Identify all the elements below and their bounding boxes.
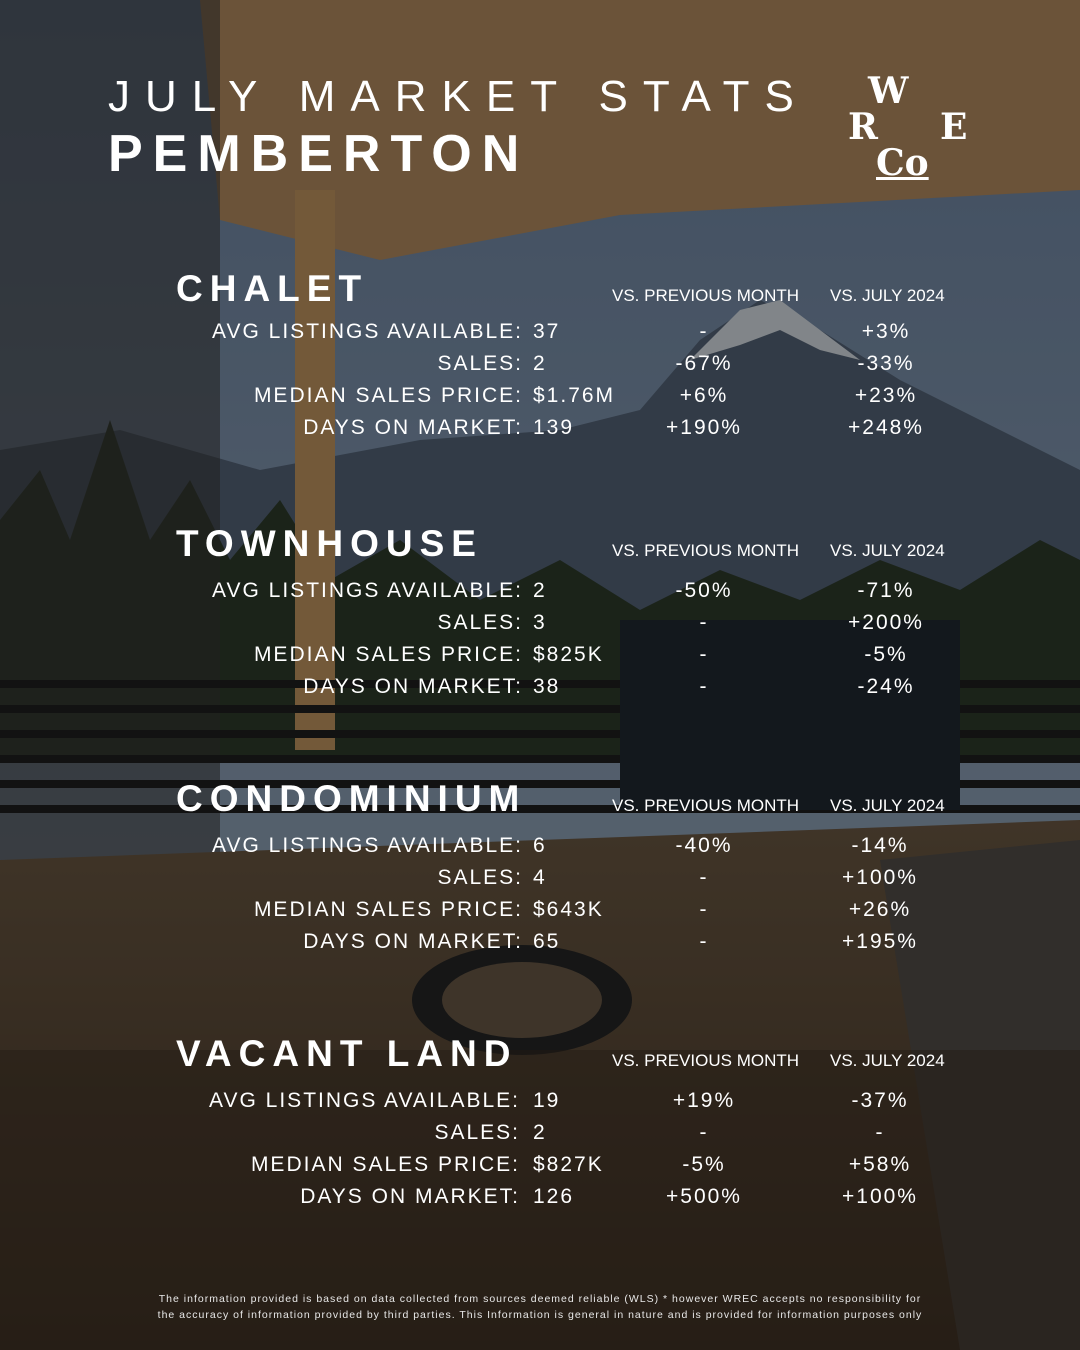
stat-row (0, 579, 1080, 611)
stat-prev-month: +6% (679, 384, 729, 407)
stat-value: 2 (533, 1121, 547, 1144)
stat-yoy: +200% (848, 611, 924, 634)
stat-label: AVG LISTINGS AVAILABLE: (209, 1089, 520, 1112)
disclaimer (0, 1291, 1080, 1323)
col-header-prev-month: VS. PREVIOUS MONTH (612, 286, 800, 305)
stat-label: DAYS ON MARKET: (303, 416, 523, 439)
stat-yoy: +26% (848, 898, 912, 921)
stat-value: 65 (533, 930, 561, 953)
stat-value: 2 (533, 352, 547, 375)
stat-yoy: +58% (848, 1153, 912, 1176)
stat-prev-month: -5% (682, 1153, 726, 1176)
disclaimer-line-2: the accuracy of information provided by third parties. This Information is general in nature and is provided for information purposes only (157, 1309, 923, 1321)
stat-label: MEDIAN SALES PRICE: (250, 1153, 520, 1176)
stat-prev-month: -50% (675, 579, 733, 602)
stat-yoy: -14% (851, 834, 909, 857)
disclaimer-line-1: The information provided is based on data collected from sources deemed reliable (WLS) * however WREC accepts no responsibility for (158, 1293, 922, 1305)
stat-row (0, 643, 1080, 675)
stat-value: 6 (533, 834, 547, 857)
stat-row (0, 1089, 1080, 1121)
logo-letter-r: R (848, 106, 878, 148)
stat-prev-month: -40% (675, 834, 733, 857)
col-header-prev-month: VS. PREVIOUS MONTH (612, 796, 800, 815)
location-title: PEMBERTON (108, 125, 530, 183)
stat-label: AVG LISTINGS AVAILABLE: (212, 320, 523, 343)
stat-yoy: -24% (857, 675, 915, 698)
stat-value: 3 (533, 611, 547, 634)
stat-value: $827K (533, 1153, 604, 1176)
stat-yoy: -37% (851, 1089, 909, 1112)
stat-value: 4 (533, 866, 547, 889)
stat-label: AVG LISTINGS AVAILABLE: (212, 834, 523, 857)
col-header-year-over-year: VS. JULY 2024 (830, 286, 945, 305)
stat-yoy: -33% (857, 352, 915, 375)
stat-prev-month: -67% (675, 352, 733, 375)
stat-value: 126 (533, 1185, 575, 1208)
stat-yoy: - (875, 1121, 885, 1144)
stat-prev-month: - (699, 320, 709, 343)
section-title: CONDOMINIUM (176, 778, 527, 819)
stat-row (0, 675, 1080, 707)
stat-prev-month: +19% (672, 1089, 736, 1112)
stat-yoy: +23% (854, 384, 918, 407)
stat-row (0, 320, 1080, 352)
stat-row (0, 611, 1080, 643)
stat-row (0, 384, 1080, 416)
col-header-year-over-year: VS. JULY 2024 (830, 541, 945, 560)
stat-label: MEDIAN SALES PRICE: (253, 643, 523, 666)
logo-letter-w: W (868, 70, 909, 112)
stat-row (0, 1153, 1080, 1185)
logo-letter-e: E (940, 106, 968, 148)
stat-row (0, 898, 1080, 930)
stat-prev-month: - (699, 1121, 709, 1144)
stat-label: SALES: (434, 1121, 520, 1144)
stat-row (0, 1121, 1080, 1153)
stat-label: AVG LISTINGS AVAILABLE: (212, 579, 523, 602)
stat-label: DAYS ON MARKET: (300, 1185, 520, 1208)
stat-prev-month: - (699, 866, 709, 889)
stat-value: 139 (533, 416, 575, 439)
stat-label: MEDIAN SALES PRICE: (253, 384, 523, 407)
stat-prev-month: - (699, 898, 709, 921)
stat-label: DAYS ON MARKET: (303, 930, 523, 953)
col-header-year-over-year: VS. JULY 2024 (830, 1051, 945, 1070)
section-title: CHALET (176, 268, 369, 309)
stat-label: SALES: (437, 866, 523, 889)
stat-value: 38 (533, 675, 561, 698)
stat-yoy: +195% (842, 930, 918, 953)
stat-label: SALES: (437, 611, 523, 634)
stat-value: $1.76M (533, 384, 616, 407)
page-title: JULY MARKET STATS (108, 72, 809, 121)
col-header-year-over-year: VS. JULY 2024 (830, 796, 945, 815)
stat-value: $825K (533, 643, 604, 666)
stat-prev-month: +190% (666, 416, 742, 439)
stat-value: 2 (533, 579, 547, 602)
stat-row (0, 416, 1080, 448)
stat-yoy: +3% (861, 320, 911, 343)
stat-prev-month: +500% (666, 1185, 742, 1208)
stat-value: 37 (533, 320, 561, 343)
stat-value: 19 (533, 1089, 561, 1112)
stat-prev-month: - (699, 930, 709, 953)
stat-yoy: +100% (842, 1185, 918, 1208)
stat-yoy: +248% (848, 416, 924, 439)
stat-value: $643K (533, 898, 604, 921)
stat-label: SALES: (437, 352, 523, 375)
logo-letters-co: Co (876, 142, 929, 184)
col-header-prev-month: VS. PREVIOUS MONTH (612, 541, 800, 560)
stat-prev-month: - (699, 643, 709, 666)
stat-row (0, 834, 1080, 866)
section-title: VACANT LAND (176, 1033, 518, 1074)
stat-prev-month: - (699, 675, 709, 698)
wrec-logo (840, 64, 970, 194)
stat-label: MEDIAN SALES PRICE: (253, 898, 523, 921)
section-title: TOWNHOUSE (176, 523, 483, 564)
stat-prev-month: - (699, 611, 709, 634)
stat-yoy: -5% (864, 643, 908, 666)
stat-row (0, 930, 1080, 962)
stat-label: DAYS ON MARKET: (303, 675, 523, 698)
stat-row (0, 866, 1080, 898)
stat-row (0, 1185, 1080, 1217)
stat-yoy: +100% (842, 866, 918, 889)
col-header-prev-month: VS. PREVIOUS MONTH (612, 1051, 800, 1070)
stat-row (0, 352, 1080, 384)
stat-yoy: -71% (857, 579, 915, 602)
